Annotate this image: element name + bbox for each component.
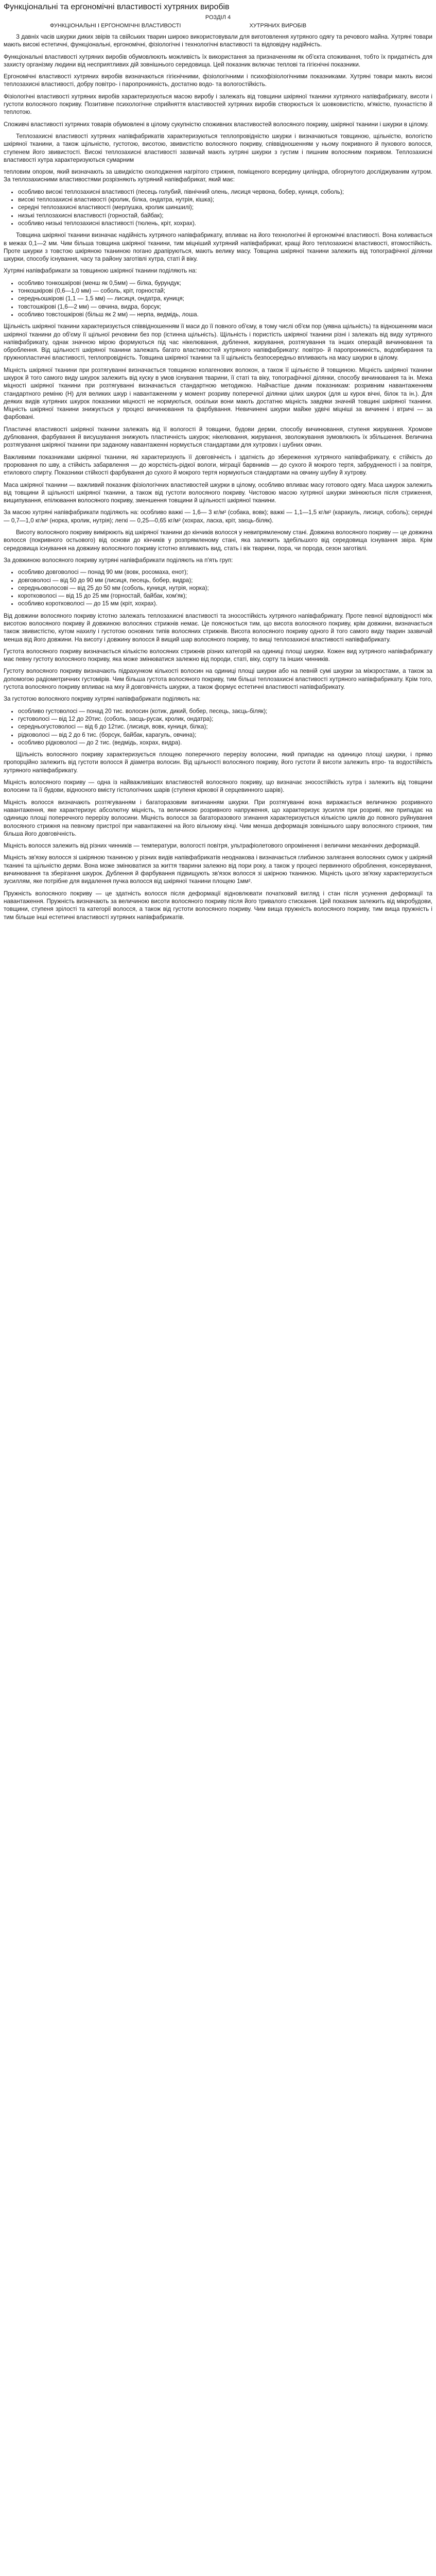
subtitle-right: ХУТРЯНИХ ВИРОБІВ [249, 23, 307, 29]
paragraph: Хутряні напівфабрикати за товщиною шкіряної тканини поділяють на: [4, 267, 197, 275]
list-item: • середньоволосові — від 25 до 50 мм (соболь, куниця, нутрія, норка); [18, 584, 432, 592]
paragraph: Важливими показниками шкіряної тканини, які характеризують її довговічність і здатність до збереження хутряного напівфабрикату, є стійкість до прорювання по шву, а стійкість забарвлення — до жорсткість-рідкої вологи, міграції барвників — до сухого й мокрого тертя, забрудненості і за повітря, етилового спирту. Показники стійкості фарбування до сухого й мокрого тертя нормуються стандартами на овчину шубну й хутрову. [4, 453, 432, 477]
paragraph: За густотою волосяного покриву хутряні напівфабрикати поділяють на: [4, 696, 201, 703]
list-item: • рідковолосі — від 2 до 6 тис. (борсук, байбак, карагуль, овчина); [18, 731, 432, 739]
list-item: • довговолосі — від 50 до 90 мм (лисиця, песець, бобер, видра); [18, 577, 432, 584]
list-skin-thickness [4, 279, 432, 318]
paragraph: Висоту волосяного покриву вимірюють від шкіряної тканини до кінчиків волосся у невипрямленому стані. Довжина волосяного покриву — це довжина волосся (покривного остьового) від основи до кінчиків у розпрямленому стані, яка залежить здебільшого від середовища існування звіра. Крім середовища існування на довжину волосяного покриву істотно впливають вид, стать і вік тварини, пора, чи порода, сезон заготівлі. [4, 529, 432, 552]
list-hair-length [4, 568, 432, 607]
paragraph: Міцність зв'язку волосся зі шкіряною тканиною у різних видів напівфабрикатів неоднакова і визначається глибиною залягання волосяних сумок у шкіряній тканині та щільністю дерми. Вона може змінюватися за життя тварини залежно від пори року, а також у процесі первинного оброблення, консервування, вичинювання та зберігання шкурок. Дублення й фарбування підвищують зв'язок волосся зі шкірною тканиною. Міцність цього зв'язку характеризується зусиллям, яке потрібне для видалення пучка волосся від шкіряної тканини площею 1мм². [4, 854, 432, 885]
list-item: • густоволосі — від 12 до 20тис. (соболь, заєць-русак, кролик, ондатра); [18, 715, 432, 723]
list-item: • особливо довговолосі — понад 90 мм (вовк, росомаха, енот); [18, 568, 432, 576]
list-hair-density [4, 707, 432, 747]
document-page [0, 0, 436, 930]
paragraph: З давніх часів шкурки диких звірів та свійських тварин широко використовували для виготовлення хутряного одягу та речового майна. Хутряні товари мають високі естетичні, функціональні, ергономічні, фізіологічні і технологічні властивості та відповідну надійність. [4, 33, 432, 48]
list-item: • високі теплозахисні властивості (кролик, білка, ондатра, нутрія, кішка); [18, 196, 432, 204]
paragraph: За довжиною волосяного покриву хутряні напівфабрикати поділяють на п'ять груп: [4, 556, 233, 564]
paragraph: Теплозахисні властивості хутряних напівфабрикатів характеризуються теплопровідністю шкурки і визначаються товщиною, щільністю, вологістю шкіряної тканини, а також щільністю, густотою, висотою, звивистістю волосяного покриву, співвідношенням у ньому покривного й пухового волосся, ступенем його звивистості. Високі теплозахисні властивості зазвичай мають хутряні шкурки з густим і пишним волосяним покривом. Теплозахисні властивості хутра характеризуються сумарним [4, 132, 432, 163]
paragraph: Міцність шкіряної тканини при розтягуванні визначається товщиною колагенових волокон, а також її щільністю й товщиною. Міцність шкіряної тканини шкурок й того самого виду шкурок залежить від куску в умов існування тварини, її статі та віку, топографічної ділянки, способу вичинювання та ін. Межа міцності шкіряної тканини при розтягуванні визначається стандартною методикою. Найчастіше даним показникам: розривним навантаженням стандартного реміню (Н) для великих шкур і навантаженням у момент розриву поперечної ділянки цілих шкурок (для ш курок вічні, білок та ін.). Для деяких видів хутряних шкурок показники міцності не нормуються, оскільки вони мають достатню міцність завдяки значній товщині шкіряної тканини. Міцність шкіряної тканини знижується у процесі вичинювання та фарбування. Невичинені шкурки майже удвічі міцніші за вичинені і втричі — за фарбовані. [4, 366, 432, 421]
list-item: • особливо високі теплозахисні властивості (песець голубий, північний олень, лисиця червона, бобер, куниця, соболь); [18, 188, 432, 196]
paragraph: Пружність волосяного покриву — це здатність волосся після деформації відновлювати початковий вигляд і стан після усунення деформації та навантаження. Пружність визначають за величиною висоти волосяного покриву після його тривалого стискання. Цей показник залежить від мікробудови, товщини, ступеня зрілості та категорії волосся, а також від густоти волосяного покриву. Чим вища пружність волосяного покриву, тим вища пружність і тим більше інші естетичні властивості хутряних напівфабрикатів. [4, 890, 432, 921]
section-heading: РОЗДІЛ 4 [205, 14, 231, 21]
list-item: • особливо густоволосі — понад 20 тис. волосин (котик, дикий, бобер, песець, заєць-біляк); [18, 707, 432, 715]
paragraph: Від довжини волосяного покриву істотно залежать теплозахисні властивості та зносостійкість хутряного напівфабрикату. Проте певної відповідності між висотою волосяного покриву й довжиною волосяних стрижнів немає. Це пояснюється тим, що висота волосяного покриву, крім довжини, визначається також звивистістю, кутом нахилу і густотою основних типів волосяних стрижнів. Висота волосяного покриву одного й того самого виду тварин зазвичай менша від його довжини. На висоту і довжину волосся й вищий шар волосяного покриву, то вищі теплозахисні властивості напівфабрикату. [4, 612, 432, 643]
paragraph: Міцність волосяного покриву — одна із найважливіших властивостей волосяного покриву, що визначає зносостійкість хутра і залежить від товщини волосини та її будови, відносного вмісту гістологічних шарів (ступеня кіркової й серцевинного шарів). [4, 779, 432, 794]
subtitle-left: ФУНКЦІОНАЛЬНІ І ЕРГОНОМІЧНІ ВЛАСТИВОСТІ [50, 23, 181, 29]
section-subtitle [4, 22, 432, 29]
list-item: • товстошкірові (1,6—2 мм) — овчина, видра, борсук; [18, 303, 432, 311]
list-item: • коротковолосі — від 15 до 25 мм (горностай, байбак, хом'як); [18, 592, 432, 600]
paragraph: тепловим опором, який визначають за швидкістю охолодження нагрітого стрижня, поміщеного всередину циліндра, обгорнутого досліджуваним хутром. За теплозахисними властивостями розрізняють хутряний напівфабрикат, який має: [4, 168, 432, 183]
list-item: • тонкошкірові (0,6—1,0 мм) — соболь, кріт, горностай; [18, 287, 432, 295]
paragraph: Пластичні властивості шкіряної тканини залежать від її вологості й товщини, будови дерми, способу вичинювання, ступеня жирування. Хромове дублювання, фарбування й висушування знижують пластичність шкурок; нікелювання, жирування, зволожування зумовлюють їх збільшення. Величина розтягування шкіряної тканини при заданому навантаженні нормується стандартами для хутрових і шубних овчин. [4, 426, 432, 449]
paragraph: Споживчі властивості хутряних товарів обумовлені в цілому сукупністю споживних властивостей волосяного покриву, шкіряної тканини і шкурки в цілому. [4, 121, 429, 128]
list-item: • особливо рідковолосі — до 2 тис. (ведмідь, хохрах, видра). [18, 739, 432, 747]
paragraph: Маса шкіряної тканини — важливий показник фізіологічних властивостей шкурки в цілому, особливо впливає масу готового одягу. Маса шкурок залежить від товщини й щільності шкіряної тканини, а також від густоти волосяного покриву. Чистовою масою хутряної шкурки змінюються після стриження, вищипування, епілювання волосяного покриву, зменшення товщини й щільності шкіряної тканини. [4, 481, 432, 504]
list-item: • особливо коротковолосі — до 15 мм (кріт, хохрах). [18, 600, 432, 607]
paragraph: Функціональні властивості хутряних виробів обумовлюють можливість їх використання за призначенням як об'єкта споживання, тобто їх придатність для захисту організму людини від несприятливих дій зовнішнього середовища. Цей показник включає теплові та гігієнічні показники. [4, 53, 432, 68]
paragraph: Щільність шкіряної тканини характеризується співвідношенням її маси до її повного об'єму, в тому числі об'єм пор (уявна щільність) та відношенням маси шкіряної тканини до об'єму її щільної речовини без пор (істинна щільність). Щільність і пористість шкіряної тканини різні і залежать від виду хутряного напівфабрикату, однак значною мірою формуються під час нікелювання, дублення, жирування, розтягування та інших операцій вичинювання та оброблення. Від щільності шкіряної тканини залежать багато властивостей хутряного напівфабрикату: повітро- й паропроникність, водовбирання та пружнопластичні властивості, теплопровідність. Товщина шкіряної тканини та її щільність безпосередньо впливають на масу шкурки в цілому. [4, 323, 432, 362]
paragraph: Міцність волосся визначають розтягуванням і багаторазовим вигинанням шкурки. При розтягуванні вона виражається величиною розривного навантаження, яке характеризує абсолютну міцність, та величиною розривного напруження, що характеризує зусилля при розриві, яке припадає на одиницю площі поперечного перерізу волосини. Міцність волосся за багаторазового згинання характеризується кількістю циклів до повного руйнування волосяного стрижня на певному пристрої при навантаженні на його вільному кінці. Чим менша деформація зовнішнього шару волосяного стрижня, тим більша його довговічність. [4, 799, 432, 837]
list-item: • середньошкірові (1,1 — 1,5 мм) — лисиця, ондатра, куниця; [18, 295, 432, 302]
paragraph: Міцність волосся залежить від різних чинників — температури, вологості повітря, ультрафіолетового опромінення і величини механічних деформацій. [4, 842, 421, 850]
list-heat-protection [4, 188, 432, 227]
list-item: • низькі теплозахисні властивості (горностай, байбак); [18, 212, 432, 219]
page-title: Функціональні та ергономічні властивості хутряних виробів [4, 3, 230, 11]
list-item: • особливо товстошкірові (більш як 2 мм) — нерпа, ведмідь, лоша. [18, 311, 432, 318]
paragraph: Густота волосяного покриву визначається кількістю волосяних стрижнів різних категорій на одиниці площі шкурки. Кожен вид хутряного напівфабрикату має певну густоту волосяного покриву, яка може змінюватися залежно від породи, статі, віку, сорту та інших чинників. [4, 648, 432, 663]
paragraph: Фізіологічні властивості хутряних виробів характеризуються масою виробу і залежать від товщини шкіряної тканини хутряного напівфабрикату, висоти і густоти волосяного покриву. Позитивне психологічне сприйняття властивостей хутряних виробів створюється їх шовковистістю, м'якістю, пухнастістю й теплотою. [4, 93, 432, 116]
list-item: • особливо низькі теплозахисні властивості (тюлень, кріт, хохрах). [18, 219, 432, 227]
list-item: • середньогустоволосі — від 6 до 12тис. (лисиця, вовк, куниця, білка); [18, 723, 432, 731]
paragraph: Товщина шкіряної тканини визначає надійність хутряного напівфабрикату, впливає на його технологічні й ергономічні властивості. Вона коливається в межах 0,1—2 мм. Чим більша товщина шкіряної тканини, тим міцніший хутряний напівфабрикат, кращі його теплозахисні властивості, втомостійкість. Проте шкурки з товстою шкіряною тканиною погано драпіруються, мають велику масу. Товщина шкіряної тканини залежить від топографічної ділянки шкурки, способу існування, часу та району заготівлі хутра, статі й віку. [4, 232, 432, 263]
paragraph: За масою хутряні напівфабрикати поділяють на: особливо важкі — 1,6— 3 кг/м² (собака, вовк); важкі — 1,1—1,5 кг/м² (каракуль, лисиця, соболь); середні — 0,7—1,0 кг/м² (норка, кролик, нутрія); легкі — 0,25—0,65 кг/м² (хохрах, ласка, кріт, заєць-біляк). [4, 509, 432, 524]
paragraph: Ергономічні властивості хутряних виробів визначаються гігієнічними, фізіологічними і психофізіологічними показниками. Хутряні товари мають високі теплозахисні властивості, добру повітро- і паропроникність, достатню водо- та вологостійкість. [4, 73, 432, 88]
paragraph: Густоту волосяного покриву визначають підрахунком кількості волосин на одиниці площі шкурки або на певній сумі шкурки за міжзростами, а також за допомогою радіометричних густомірів. Чим більша густота волосяного покриву, тим більші теплозахисні властивості хутряного напівфабрикату. Крім того, густота волосяного покриву впливає на мху й довговічність шкурки, а також формує естетичні властивості напівфабрикату. [4, 668, 432, 691]
list-item: • середні теплозахисні властивості (мерлушка, кролик шиншилі); [18, 204, 432, 211]
paragraph: Щільність волосяного покриву характеризується площею поперечного перерізу волосини, який припадає на одиницю площі шкурки, і прямо пропорційно залежить від густоти волосся й діаметра волосин. Від щільності волосяного покриву, його густоти й висоти залежить втро- та водостійкість хутряного напівфабрикату. [4, 751, 432, 774]
list-item: • особливо тонкошкірові (менш як 0,5мм) — білка, бурундук; [18, 279, 432, 287]
